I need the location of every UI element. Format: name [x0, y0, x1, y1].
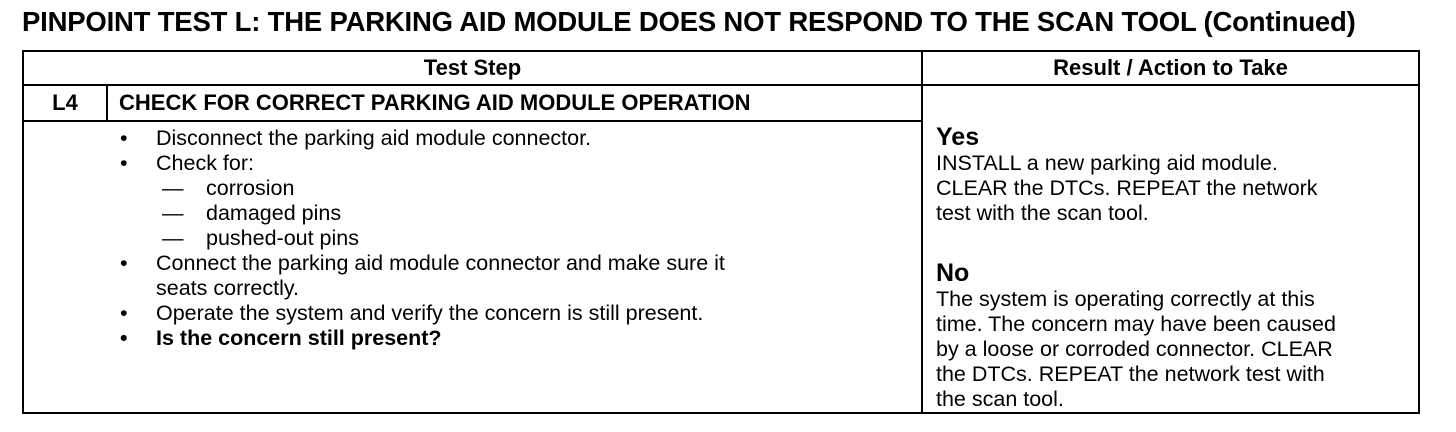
list-item: • Connect the parking aid module connector and make sure it	[120, 251, 725, 275]
result-yes-label: Yes	[936, 123, 980, 151]
result-no-line: the DTCs. REPEAT the network test with	[936, 362, 1325, 386]
dash-icon: —	[162, 176, 184, 200]
result-no-line: time. The concern may have been caused	[936, 312, 1336, 336]
step-title: CHECK FOR CORRECT PARKING AID MODULE OPERATION	[119, 90, 751, 115]
result-yes-line: INSTALL a new parking aid module.	[936, 151, 1278, 175]
sub-list-item: — pushed-out pins	[162, 226, 359, 250]
sub-list-item: — damaged pins	[162, 201, 342, 225]
header-test-step: Test Step	[423, 55, 522, 80]
result-no-line: by a loose or corroded connector. CLEAR	[936, 337, 1333, 361]
header-result-action: Result / Action to Take	[1053, 55, 1288, 80]
result-no	[936, 259, 1416, 412]
step-id-divider	[106, 86, 108, 120]
result-no-line: the scan tool.	[936, 387, 1064, 411]
bullet-icon: •	[120, 301, 128, 325]
step-title-divider	[24, 120, 921, 122]
bullet-icon: •	[120, 151, 128, 175]
list-item: • Check for:	[120, 151, 254, 175]
step-id: L4	[52, 90, 78, 115]
result-yes-line: test with the scan tool.	[936, 201, 1149, 225]
bullet-icon: •	[120, 326, 128, 350]
result-no-line: The system is operating correctly at this	[936, 287, 1315, 311]
list-item: • Operate the system and verify the concern is still present.	[120, 301, 704, 325]
result-no-label: No	[936, 259, 970, 287]
step-instructions	[116, 126, 916, 351]
column-divider	[921, 52, 923, 412]
result-yes-line: CLEAR the DTCs. REPEAT the network	[936, 176, 1318, 200]
dash-icon: —	[162, 201, 184, 225]
list-item-question: • Is the concern still present?	[120, 326, 442, 350]
bullet-icon: •	[120, 126, 128, 150]
list-item: • Disconnect the parking aid module connector.	[120, 126, 592, 150]
bullet-icon: •	[120, 251, 128, 275]
list-item-continuation: seats correctly.	[156, 276, 299, 300]
pinpoint-test-table	[22, 50, 1420, 414]
sub-list-item: — corrosion	[162, 176, 295, 200]
page-title: PINPOINT TEST L: THE PARKING AID MODULE DOES NOT RESPOND TO THE SCAN TOOL (Continued)	[22, 6, 1356, 37]
result-yes	[936, 123, 1416, 226]
dash-icon: —	[162, 226, 184, 250]
